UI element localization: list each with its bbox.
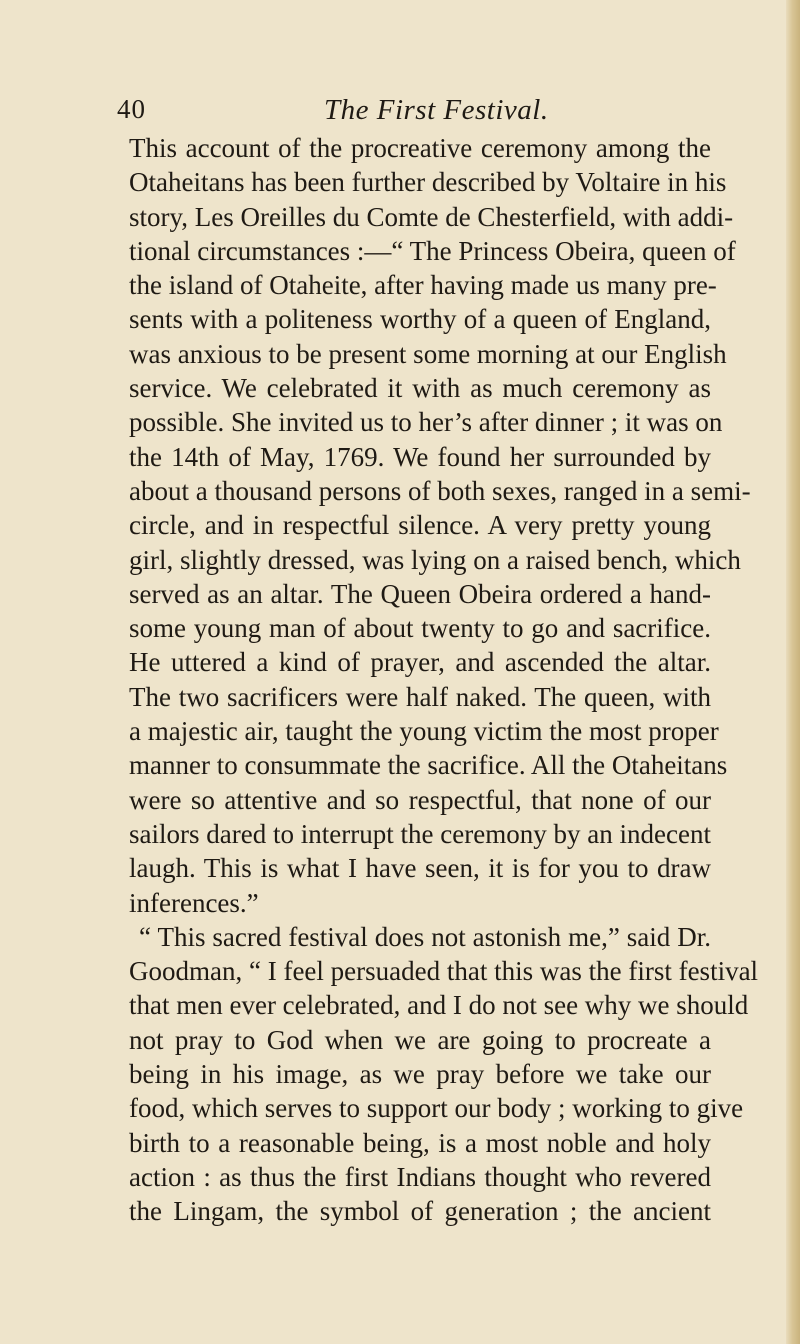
text-line: sents with a politeness worthy of a queen of England, <box>129 304 711 335</box>
running-title: The First Festival. <box>324 94 549 126</box>
text-line: service. We celebrated it with as much ceremony as <box>129 373 711 404</box>
text-line: being in his image, as we pray before we take our <box>129 1059 711 1090</box>
text-line: the Lingam, the symbol of generation ; the ancient <box>129 1196 711 1227</box>
page-header <box>117 94 721 134</box>
text-line: sailors dared to interrupt the ceremony by an indecent <box>129 818 711 849</box>
text-line: inferences.” <box>129 887 259 918</box>
text-line: Goodman, “ I feel persuaded that this was the first festival <box>129 956 759 987</box>
text-line: “ This sacred festival does not astonish me,” said Dr. <box>139 921 711 952</box>
text-line: circle, and in respectful silence. A very pretty young <box>129 510 711 541</box>
text-line: birth to a reasonable being, is a most noble and holy <box>129 1127 711 1158</box>
text-line: The two sacrificers were half naked. The queen, with <box>129 681 711 712</box>
page-edge-shadow <box>786 0 800 1344</box>
text-line: the 14th of May, 1769. We found her surrounded by <box>129 441 711 472</box>
text-line: story, Les Oreilles du Comte de Chesterfield, with addi- <box>129 201 734 232</box>
text-line: not pray to God when we are going to procreate a <box>129 1024 711 1055</box>
text-line: This account of the procreative ceremony among the <box>129 133 711 163</box>
text-line: some young man of about twenty to go and sacrifice. <box>129 613 711 644</box>
text-line: girl, slightly dressed, was lying on a raised bench, which <box>129 544 741 575</box>
text-line: a majestic air, taught the young victim the most proper <box>129 716 719 747</box>
text-line: served as an altar. The Queen Obeira ordered a hand- <box>129 578 711 609</box>
text-line: the island of Otaheite, after having made us many pre- <box>129 270 717 301</box>
text-line: laugh. This is what I have seen, it is for you to draw <box>129 853 711 884</box>
text-line: possible. She invited us to her’s after dinner ; it was on <box>129 407 723 438</box>
text-line: Otaheitans has been further described by Voltaire in his <box>129 167 727 198</box>
text-line: were so attentive and so respectful, that none of our <box>129 784 711 815</box>
text-line: He uttered a kind of prayer, and ascended the altar. <box>129 647 711 678</box>
text-line: action : as thus the first Indians thought who revered <box>129 1161 711 1192</box>
text-line: food, which serves to support our body ; working to give <box>129 1093 744 1124</box>
text-line: manner to consummate the sacrifice. All the Otaheitans <box>129 750 728 781</box>
text-line: was anxious to be present some morning at our English <box>129 338 727 369</box>
text-line: about a thousand persons of both sexes, ranged in a semi- <box>129 475 751 506</box>
page-number: 40 <box>117 94 146 124</box>
text-line: that men ever celebrated, and I do not see why we should <box>129 990 749 1021</box>
body-text <box>129 131 759 1229</box>
text-line: tional circumstances :—“ The Princess Obeira, queen of <box>129 235 736 266</box>
